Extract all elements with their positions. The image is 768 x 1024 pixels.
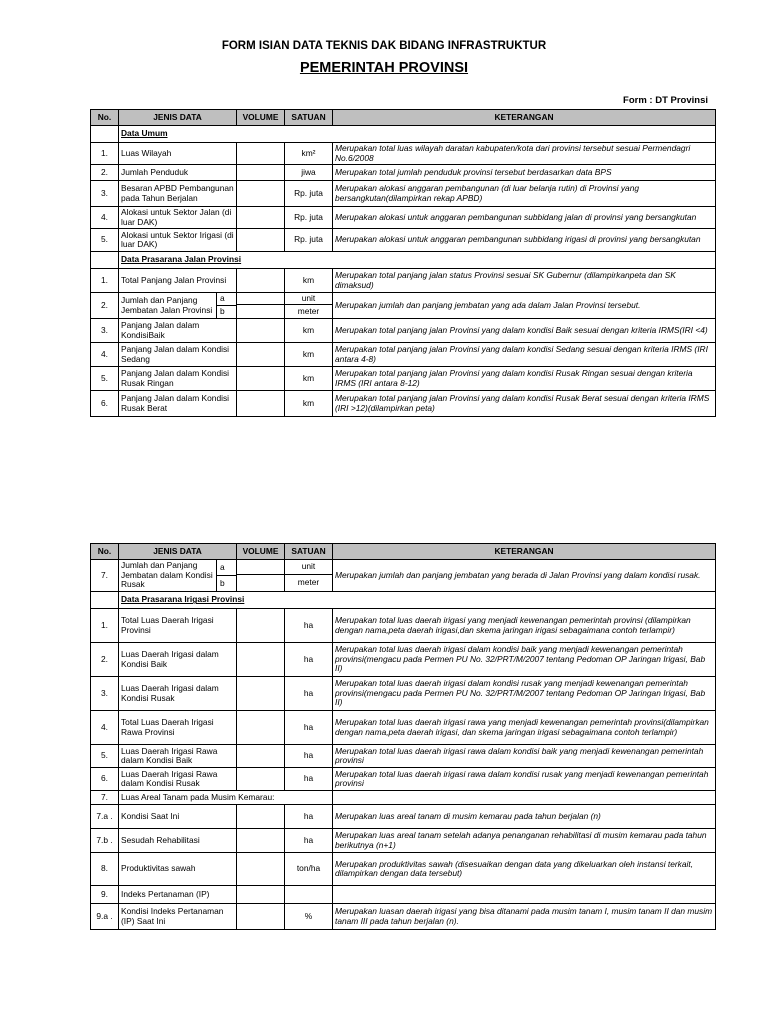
table-row [91,293,716,305]
table-row [91,143,716,165]
table-row [91,829,716,853]
row-number: 2. [91,643,119,677]
row-number: 1. [91,143,119,165]
volume-cell [237,305,285,319]
jenis-data-cell: Total Panjang Jalan Provinsi [119,269,237,293]
row-number: 5. [91,745,119,768]
table-row [91,745,716,768]
keterangan-cell: Merupakan total panjang jalan Provinsi yang dalam kondisi Sedang sesuai dengan kriteria IRMS (IRI antara 4-8) [333,343,716,367]
column-header-keterangan: KETERANGAN [333,110,716,126]
satuan-cell: ha [285,829,333,853]
jenis-data-cell: Jumlah Penduduk [119,165,237,181]
row-number: 7.a . [91,805,119,829]
volume-cell [237,391,285,417]
jenis-data-cell: Luas Daerah Irigasi dalam Kondisi Baik [119,643,237,677]
row-number: 2. [91,293,119,319]
satuan-cell: km [285,343,333,367]
keterangan-cell: Merupakan jumlah dan panjang jembatan yang berada di Jalan Provinsi yang dalam kondisi rusak. [333,560,716,592]
volume-cell [237,229,285,252]
satuan-cell [285,886,333,904]
jenis-data-cell: Alokasi untuk Sektor Jalan (di luar DAK) [119,207,237,229]
satuan-cell: ton/ha [285,853,333,886]
satuan-cell: km² [285,143,333,165]
row-number: 9.a . [91,904,119,930]
form-title: FORM ISIAN DATA TEKNIS DAK BIDANG INFRASTRUKTUR [221,40,547,52]
keterangan-cell: Merupakan alokasi untuk anggaran pembangunan subbidang jalan di provinsi yang bersangkutan [333,207,716,229]
volume-cell [237,367,285,391]
satuan-cell: meter [285,305,333,319]
jenis-label: Jumlah dan Panjang Jembatan dalam Kondisi Rusak [119,560,217,591]
table-row [91,319,716,343]
column-header-satuan: SATUAN [285,544,333,560]
keterangan-cell [333,791,716,805]
keterangan-cell: Merupakan total jumlah penduduk provinsi tersebut berdasarkan data BPS [333,165,716,181]
jenis-data-cell: Panjang Jalan dalam Kondisi Rusak Berat [119,391,237,417]
data-table-1 [90,109,716,417]
jenis-data-cell: Luas Areal Tanam pada Musim Kemarau: [119,791,333,805]
sub-b-label: b [220,306,225,317]
form-subtitle-text: PEMERINTAH PROVINSI [299,60,469,76]
row-number: 9. [91,886,119,904]
satuan-cell: % [285,904,333,930]
column-header-jenis: JENIS DATA [119,110,237,126]
volume-cell [237,143,285,165]
table-row [91,560,716,575]
jenis-label: Jumlah dan Panjang Jembatan Jalan Provinsi [119,293,217,318]
jenis-data-cell: Alokasi untuk Sektor Irigasi (di luar DAK) [119,229,237,252]
table-row [91,269,716,293]
satuan-cell: ha [285,677,333,711]
keterangan-cell: Merupakan total luas daerah irigasi rawa yang menjadi kewenangan pemerintah provinsi(dilampirkan dengan nama,peta daerah irigasi, dan skema jaringan irigasi sebagaimana contoh terlampir) [333,711,716,745]
table-row [91,643,716,677]
table-header [91,110,716,126]
row-number: 1. [91,269,119,293]
jenis-data-cell: Besaran APBD Pembangunan pada Tahun Berjalan [119,181,237,207]
table-row [91,391,716,417]
volume-cell [237,768,285,791]
row-number: 3. [91,319,119,343]
volume-cell [237,886,285,904]
satuan-cell: ha [285,711,333,745]
satuan-cell: ha [285,609,333,643]
satuan-cell: Rp. juta [285,207,333,229]
volume-cell [237,711,285,745]
row-number: 7.b . [91,829,119,853]
table-header [91,544,716,560]
satuan-cell: km [285,319,333,343]
row-number: 3. [91,181,119,207]
jenis-data-cell: Kondisi Indeks Pertanaman (IP) Saat Ini [119,904,237,930]
keterangan-cell: Merupakan total luas daerah irigasi dalam kondisi rusak yang menjadi kewenangan pemerintah provinsi(mengacu pada Permen PU No. 32/PRT/M/2007 tentang Pedoman OP Jaringan Irigasi, Bab II) [333,677,716,711]
satuan-cell: meter [285,575,333,592]
volume-cell [237,165,285,181]
keterangan-cell: Merupakan produktivitas sawah (disesuaikan dengan data yang dikeluarkan oleh instansi terkait, dilampirkan dengan data tersebut) [333,853,716,886]
table-row [91,609,716,643]
table-row [91,805,716,829]
keterangan-cell: Merupakan total luas daerah irigasi yang menjadi kewenangan pemerintah provinsi (dilampirkan dengan nama,peta daerah irigasi,dan skema jaringan irigasi sebagaimana contoh terlampir) [333,609,716,643]
row-number: 7. [91,560,119,592]
volume-cell [237,575,285,592]
table-row [91,367,716,391]
volume-cell [237,853,285,886]
keterangan-cell: Merupakan luasan daerah irigasi yang bisa ditanami pada musim tanam I, musim tanam II dan musim tanam III pada tahun berjalan (n). [333,904,716,930]
form-code: Form : DT Provinsi [623,95,708,106]
row-number: 4. [91,207,119,229]
section-spacer [91,252,119,269]
data-table-2 [90,543,716,930]
jenis-data-cell: Produktivitas sawah [119,853,237,886]
keterangan-cell: Merupakan alokasi anggaran pembangunan (di luar belanja rutin) di Provinsi yang bersangkutan(dilampirkan rekap APBD) [333,181,716,207]
satuan-cell: km [285,269,333,293]
volume-cell [237,643,285,677]
table-row [91,711,716,745]
satuan-cell: ha [285,643,333,677]
jenis-data-cell: Luas Wilayah [119,143,237,165]
form-subtitle [0,60,768,76]
column-header-jenis: JENIS DATA [119,544,237,560]
satuan-cell: Rp. juta [285,181,333,207]
column-header-satuan: SATUAN [285,110,333,126]
sub-a-label: a [217,293,236,306]
jenis-data-cell: Total Luas Daerah Irigasi Provinsi [119,609,237,643]
jenis-data-cell: Luas Daerah Irigasi dalam Kondisi Rusak [119,677,237,711]
column-header-no: No. [91,544,119,560]
row-number: 7. [91,791,119,805]
row-number: 1. [91,609,119,643]
table-row [91,207,716,229]
volume-cell [237,181,285,207]
column-header-no: No. [91,110,119,126]
section-spacer [91,592,119,609]
table-row [91,181,716,207]
keterangan-cell: Merupakan luas areal tanam di musim kemarau pada tahun berjalan (n) [333,805,716,829]
satuan-cell: ha [285,768,333,791]
jenis-data-cell: Indeks Pertanaman (IP) [119,886,237,904]
table-row [91,904,716,930]
jenis-data-cell: Luas Daerah Irigasi Rawa dalam Kondisi Rusak [119,768,237,791]
row-number: 6. [91,391,119,417]
keterangan-cell: Merupakan total luas daerah irigasi dalam kondisi baik yang menjadi kewenangan pemerintah provinsi(mengacu pada Permen PU No. 32/PRT/M/2007 tentang Pedoman OP Jaringan Irigasi, Bab II) [333,643,716,677]
jenis-data-cell: Kondisi Saat Ini [119,805,237,829]
jenis-data-cell [119,293,237,319]
section-spacer [91,126,119,143]
section-title: Data Umum [119,126,716,143]
jenis-data-cell: Panjang Jalan dalam KondisiBaik [119,319,237,343]
jenis-data-cell [119,560,237,592]
volume-cell [237,805,285,829]
sub-a-label: a [217,560,236,576]
keterangan-cell: Merupakan jumlah dan panjang jembatan yang ada dalam Jalan Provinsi tersebut. [333,293,716,319]
satuan-cell: km [285,367,333,391]
table-row [91,343,716,367]
satuan-cell: Rp. juta [285,229,333,252]
table-row [91,677,716,711]
volume-cell [237,904,285,930]
section-row [91,592,716,609]
keterangan-cell: Merupakan total luas daerah irigasi rawa dalam kondisi rusak yang menjadi kewenangan pemerintah provinsi [333,768,716,791]
jenis-data-cell: Luas Daerah Irigasi Rawa dalam Kondisi Baik [119,745,237,768]
row-number: 4. [91,711,119,745]
volume-cell [237,677,285,711]
volume-cell [237,829,285,853]
keterangan-cell: Merupakan total panjang jalan Provinsi yang dalam kondisi Baik sesuai dengan kriteria IRMS(IRI <4) [333,319,716,343]
keterangan-cell: Merupakan total panjang jalan Provinsi yang dalam kondisi Rusak Ringan sesuai dengan kriteria IRMS (IRI antara 8-12) [333,367,716,391]
column-header-volume: VOLUME [237,544,285,560]
keterangan-cell: Merupakan total luas daerah irigasi rawa dalam kondisi baik yang menjadi kewenangan pemerintah provinsi [333,745,716,768]
section-title: Data Prasarana Irigasi Provinsi [119,592,716,609]
satuan-cell: jiwa [285,165,333,181]
section-title: Data Prasarana Jalan Provinsi [119,252,716,269]
row-number: 3. [91,677,119,711]
volume-cell [237,293,285,305]
row-number: 5. [91,229,119,252]
row-number: 2. [91,165,119,181]
table-row [91,768,716,791]
satuan-cell: unit [285,293,333,305]
row-number: 8. [91,853,119,886]
keterangan-cell: Merupakan total luas wilayah daratan kabupaten/kota dari provinsi tersebut sesuai Permendagri No.6/2008 [333,143,716,165]
satuan-cell: km [285,391,333,417]
volume-cell [237,319,285,343]
table-row [91,886,716,904]
keterangan-cell: Merupakan total panjang jalan status Provinsi sesuai SK Gubernur (dilampirkanpeta dan SK dimaksud) [333,269,716,293]
section-row [91,126,716,143]
column-header-volume: VOLUME [237,110,285,126]
table-row [91,165,716,181]
keterangan-cell: Merupakan alokasi untuk anggaran pembangunan subbidang irigasi di provinsi yang bersangkutan [333,229,716,252]
jenis-data-cell: Panjang Jalan dalam Kondisi Rusak Ringan [119,367,237,391]
volume-cell [237,609,285,643]
keterangan-cell: Merupakan luas areal tanam setelah adanya penanganan rehabilitasi di musim kemarau pada tahun berikutnya (n+1) [333,829,716,853]
section-row [91,252,716,269]
satuan-cell: ha [285,805,333,829]
satuan-cell: unit [285,560,333,575]
jenis-data-cell: Sesudah Rehabilitasi [119,829,237,853]
volume-cell [237,343,285,367]
keterangan-cell [333,886,716,904]
volume-cell [237,207,285,229]
column-header-keterangan: KETERANGAN [333,544,716,560]
volume-cell [237,745,285,768]
sub-b-label: b [220,577,225,588]
table-row [91,229,716,252]
jenis-data-cell: Panjang Jalan dalam Kondisi Sedang [119,343,237,367]
jenis-data-cell: Total Luas Daerah Irigasi Rawa Provinsi [119,711,237,745]
row-number: 5. [91,367,119,391]
keterangan-cell: Merupakan total panjang jalan Provinsi yang dalam kondisi Rusak Berat sesuai dengan kriteria IRMS (IRI >12)(dilampirkan peta) [333,391,716,417]
table-row [91,853,716,886]
volume-cell [237,560,285,575]
table-row [91,791,716,805]
row-number: 6. [91,768,119,791]
row-number: 4. [91,343,119,367]
volume-cell [237,269,285,293]
satuan-cell: ha [285,745,333,768]
